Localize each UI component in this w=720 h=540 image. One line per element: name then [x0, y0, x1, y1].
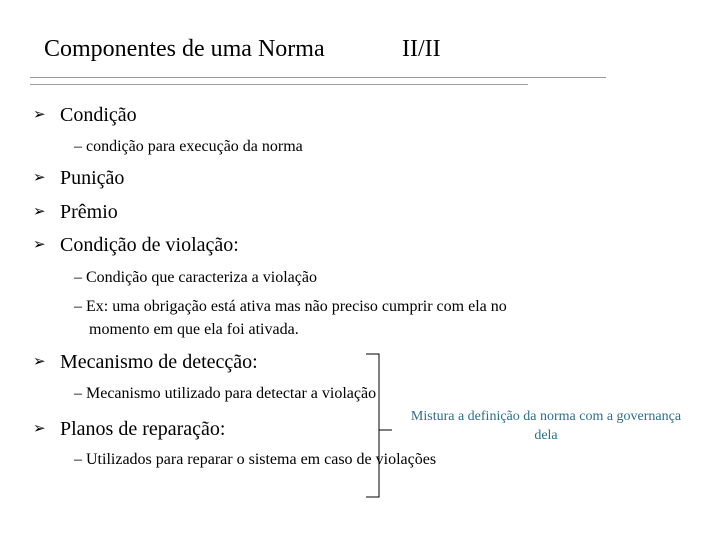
bullet-label: Condição: [60, 104, 137, 126]
annotation-note: Mistura a definição da norma com a governança dela: [410, 409, 682, 443]
bullet-label: Planos de reparação:: [60, 418, 226, 440]
arrow-bullet-icon: ➢: [33, 352, 46, 370]
sub-item: – Ex: uma obrigação está ativa mas não preciso cumprir com ela no: [74, 298, 507, 315]
arrow-bullet-icon: ➢: [33, 202, 46, 220]
arrow-bullet-icon: ➢: [33, 168, 46, 186]
arrow-bullet-icon: ➢: [33, 419, 46, 437]
sub-item-continuation: momento em que ela foi ativada.: [89, 321, 299, 338]
arrow-bullet-icon: ➢: [33, 105, 46, 123]
arrow-bullet-icon: ➢: [33, 235, 46, 253]
bullet-label: Condição de violação:: [60, 234, 239, 256]
bullet-label: Mecanismo de detecção:: [60, 351, 258, 373]
sub-item: – Utilizados para reparar o sistema em caso de violações: [74, 451, 437, 468]
bullet-label: Prêmio: [60, 201, 118, 223]
sub-item: – Condição que caracteriza a violação: [74, 269, 317, 286]
bullet-label: Punição: [60, 167, 125, 189]
slide-page-label: II/II: [402, 36, 441, 62]
slide-title-text: Componentes de uma Norma: [44, 36, 325, 62]
sub-item: – condição para execução da norma: [74, 138, 303, 155]
sub-item: – Mecanismo utilizado para detectar a violação: [74, 385, 377, 402]
